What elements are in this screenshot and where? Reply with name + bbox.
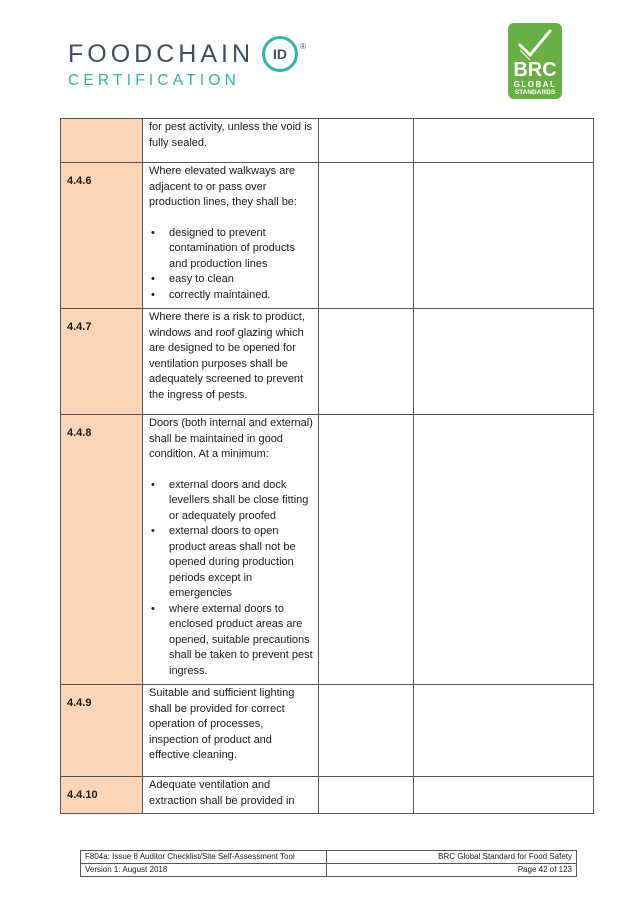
requirement-text: Doors (both internal and external) shall be maintained in good condition. At a minimum: bbox=[149, 417, 313, 460]
comments-cell[interactable] bbox=[414, 309, 594, 415]
bullet-item: • designed to prevent contamination of products and production lines bbox=[149, 226, 313, 273]
comments-cell[interactable] bbox=[414, 777, 594, 814]
comments-cell[interactable] bbox=[414, 163, 594, 309]
requirement-text: for pest activity, unless the void is fully sealed. bbox=[149, 121, 313, 149]
table-row bbox=[61, 415, 594, 685]
brc-global-text: GLOBAL bbox=[513, 80, 557, 89]
bullet-item: • external doors to open product areas shall not be opened during production periods except in emergencies bbox=[149, 524, 313, 602]
clause-number: 4.4.10 bbox=[61, 777, 143, 814]
page-footer bbox=[80, 850, 577, 877]
footer-doc-title: F804a: Issue 8 Auditor Checklist/Site Self-Assessment Tool bbox=[81, 851, 327, 864]
requirement-cell bbox=[143, 119, 319, 163]
registered-mark: ® bbox=[300, 42, 306, 51]
requirement-bullets bbox=[149, 226, 313, 304]
comments-cell[interactable] bbox=[414, 685, 594, 777]
comments-cell[interactable] bbox=[414, 119, 594, 163]
compliance-cell[interactable] bbox=[319, 163, 414, 309]
clause-number: 4.4.9 bbox=[61, 685, 143, 777]
requirement-text: Where elevated walkways are adjacent to or pass over production lines, they shall be: bbox=[149, 165, 297, 208]
clause-number: 4.4.6 bbox=[61, 163, 143, 309]
compliance-cell[interactable] bbox=[319, 777, 414, 814]
id-badge: ID bbox=[262, 36, 298, 72]
foodchain-logo bbox=[68, 38, 306, 90]
compliance-cell[interactable] bbox=[319, 119, 414, 163]
brc-logo bbox=[508, 23, 562, 99]
table-row bbox=[61, 685, 594, 777]
table-row bbox=[61, 119, 594, 163]
table-row bbox=[61, 777, 594, 814]
bullet-item: • where external doors to enclosed product areas are opened, suitable precautions shall be taken to prevent pest ingress. bbox=[149, 602, 313, 680]
brc-standards-text: STANDARDS bbox=[514, 89, 556, 96]
footer-version: Version 1: August 2018 bbox=[81, 864, 327, 877]
foodchain-text: FOODCHAIN bbox=[68, 39, 254, 68]
requirement-cell bbox=[143, 309, 319, 415]
compliance-cell[interactable] bbox=[319, 685, 414, 777]
requirement-cell bbox=[143, 777, 319, 814]
bullet-item: • correctly maintained. bbox=[149, 288, 313, 304]
page-header bbox=[0, 0, 638, 110]
bullet-item: • easy to clean bbox=[149, 272, 313, 288]
requirement-cell bbox=[143, 415, 319, 685]
comments-cell[interactable] bbox=[414, 415, 594, 685]
clause-number bbox=[61, 119, 143, 163]
requirement-text: Where there is a risk to product, windows and roof glazing which are designed to be opened for ventilation purposes shall be adequately screened to prevent the ingress of pests. bbox=[149, 311, 305, 401]
foodchain-wordmark bbox=[68, 38, 306, 70]
clause-number: 4.4.7 bbox=[61, 309, 143, 415]
checkmark-icon bbox=[516, 27, 554, 61]
table-row bbox=[61, 309, 594, 415]
bullet-item: • external doors and dock levellers shall be close fitting or adequately proofed bbox=[149, 478, 313, 525]
requirement-text: Adequate ventilation and extraction shall be provided in bbox=[149, 779, 295, 807]
clause-number: 4.4.8 bbox=[61, 415, 143, 685]
table-row bbox=[61, 163, 594, 309]
requirement-text: Suitable and sufficient lighting shall be provided for correct operation of processes, inspection of product and effective cleaning. bbox=[149, 687, 295, 761]
footer-page-number: Page 42 of 123 bbox=[327, 864, 577, 877]
brc-text: BRC bbox=[513, 59, 557, 81]
requirement-bullets bbox=[149, 478, 313, 680]
compliance-cell[interactable] bbox=[319, 415, 414, 685]
certification-text: CERTIFICATION bbox=[68, 72, 241, 89]
checklist-table bbox=[60, 118, 594, 814]
compliance-cell[interactable] bbox=[319, 309, 414, 415]
requirement-cell bbox=[143, 163, 319, 309]
footer-standard-name: BRC Global Standard for Food Safety bbox=[327, 851, 577, 864]
requirement-cell bbox=[143, 685, 319, 777]
